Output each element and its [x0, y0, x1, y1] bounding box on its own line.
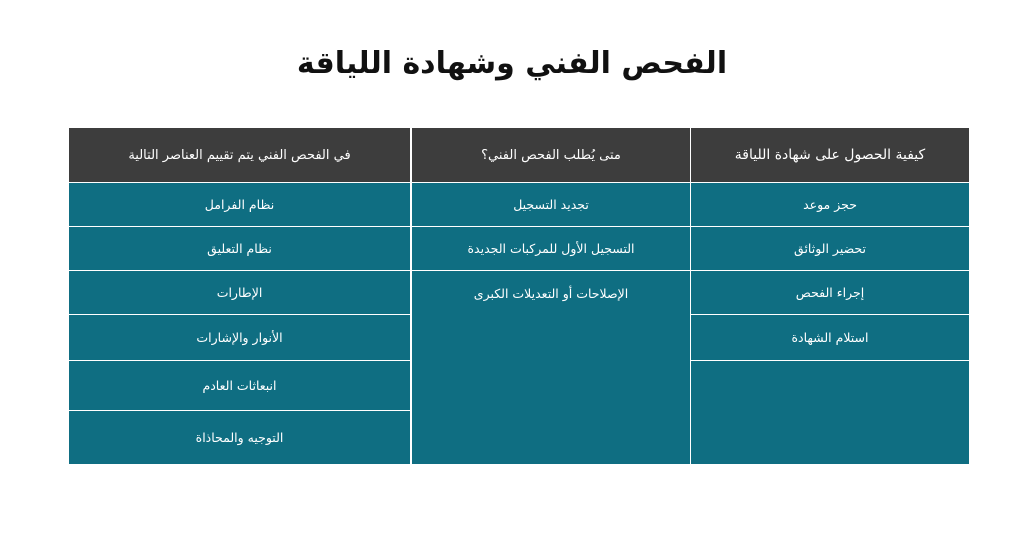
- column-how-to-get-certificate: [691, 128, 969, 464]
- table-cell: انبعاثات العادم: [69, 361, 410, 411]
- table-cell: حجز موعد: [691, 183, 969, 227]
- empty-cell: [691, 361, 969, 464]
- table-cell: تجديد التسجيل: [412, 183, 690, 227]
- page-title: الفحص الفني وشهادة اللياقة: [296, 46, 728, 81]
- column-header: كيفية الحصول على شهادة اللياقة: [691, 128, 969, 183]
- table-cell: إجراء الفحص: [691, 271, 969, 315]
- column-header: متى يُطلب الفحص الفني؟: [412, 128, 690, 183]
- table-cell: تحضير الوثائق: [691, 227, 969, 271]
- inspection-table: [69, 128, 969, 464]
- table-cell: التسجيل الأول للمركبات الجديدة: [412, 227, 690, 271]
- column-when-required: [412, 128, 691, 464]
- table-cell: نظام الفرامل: [69, 183, 410, 227]
- empty-cell: [412, 315, 690, 464]
- column-header: في الفحص الفني يتم تقييم العناصر التالية: [69, 128, 410, 183]
- table-cell: استلام الشهادة: [691, 315, 969, 361]
- table-cell: نظام التعليق: [69, 227, 410, 271]
- table-cell: التوجيه والمحاذاة: [69, 411, 410, 464]
- table-cell: الإصلاحات أو التعديلات الكبرى: [412, 271, 690, 315]
- table-cell: الأنوار والإشارات: [69, 315, 410, 361]
- table-cell: الإطارات: [69, 271, 410, 315]
- column-evaluated-items: [69, 128, 411, 464]
